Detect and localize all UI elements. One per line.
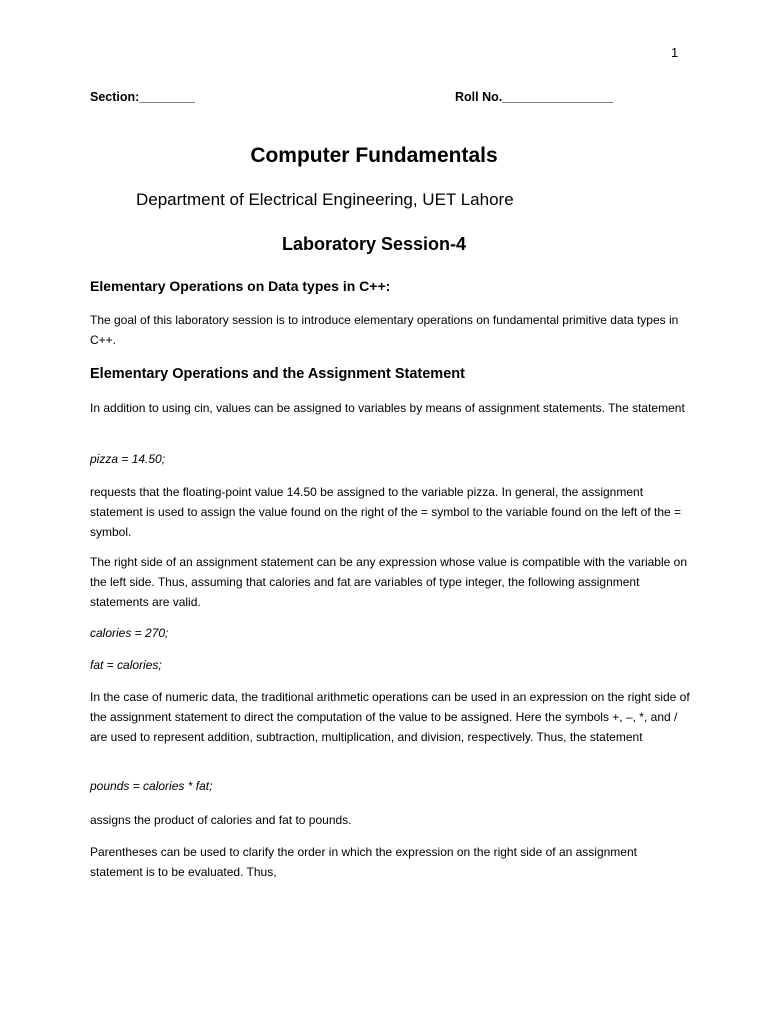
paragraph-parentheses: Parentheses can be used to clarify the order in which the expression on the right side of an assignment statement is to be evaluated. Thus,	[90, 845, 637, 879]
paragraph-right-side-expression: The right side of an assignment statement can be any expression whose value is compatible with the variable on the left side. Thus, assuming that calories and fat are variables of type integer, the following assignment statements are valid.	[90, 555, 687, 609]
department-line: Department of Electrical Engineering, UET Lahore	[136, 190, 514, 209]
page-number: 1	[671, 45, 679, 60]
paragraph-assignment-explanation: requests that the floating-point value 14.50 be assigned to the variable pizza. In general, the assignment statement is used to assign the value found on the right of the = symbol to the variable found on the left of the = symbol.	[90, 485, 682, 539]
paragraph-goal: The goal of this laboratory session is to introduce elementary operations on fundamental primitive data types in C++.	[90, 313, 679, 347]
code-example-calories: calories = 270;	[90, 626, 169, 640]
section-heading-assignment-statement: Elementary Operations and the Assignment Statement	[90, 366, 465, 382]
roll-number-field-label: Roll No.________________	[455, 90, 614, 104]
section-field-label: Section:________	[90, 90, 195, 104]
paragraph-product: assigns the product of calories and fat to pounds.	[90, 813, 352, 827]
code-example-pizza: pizza = 14.50;	[90, 452, 166, 466]
paragraph-assignment-intro: In addition to using cin, values can be assigned to variables by means of assignment statements. The statement	[90, 401, 685, 415]
session-title: Laboratory Session-4	[281, 234, 467, 254]
paragraph-arithmetic-operations: In the case of numeric data, the traditional arithmetic operations can be used in an expression on the right side of the assignment statement to direct the computation of the value to be assigned. Here the symbols +, –, *, and / are used to represent addition, subtraction, multiplication, and division, respectively. Thus, the statement	[90, 690, 690, 744]
section-heading-elementary-operations: Elementary Operations on Data types in C++:	[90, 278, 391, 294]
code-example-fat: fat = calories;	[90, 658, 162, 672]
code-example-pounds: pounds = calories * fat;	[90, 779, 213, 793]
document-title: Computer Fundamentals	[250, 144, 498, 167]
